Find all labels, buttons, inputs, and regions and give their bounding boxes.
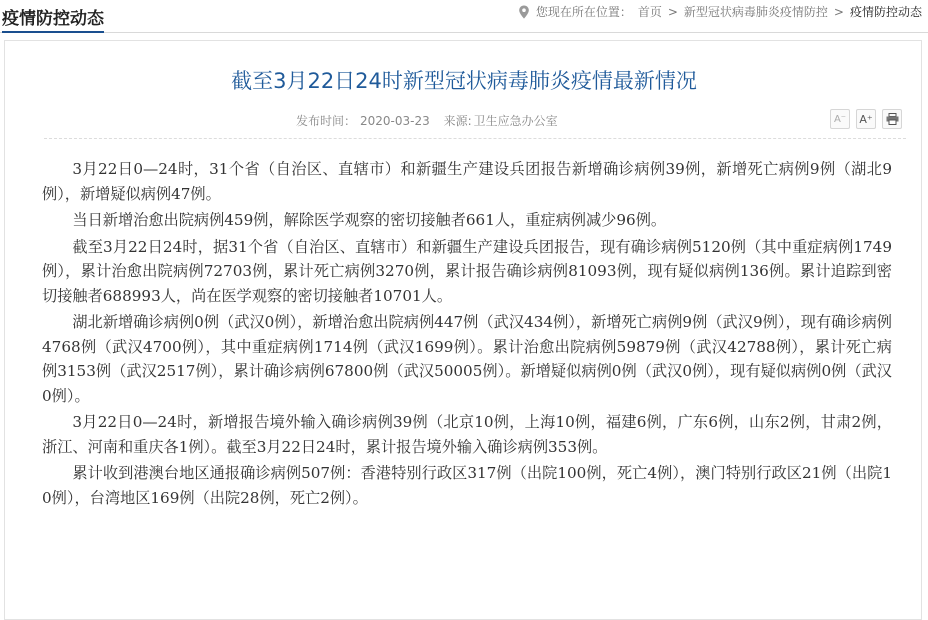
article-body — [42, 157, 892, 512]
article-tools — [830, 109, 902, 129]
publish-date-label: 发布时间： — [296, 114, 357, 128]
breadcrumb-prefix: 您现在所在位置： — [535, 5, 632, 19]
breadcrumb-home-link[interactable]: 首页 — [637, 5, 662, 19]
print-button[interactable] — [882, 109, 902, 129]
breadcrumb-epidemic-link[interactable]: 新型冠状病毒肺炎疫情防控 — [683, 5, 828, 19]
section-title: 疫情防控动态 — [2, 4, 104, 33]
breadcrumb-separator: > — [667, 4, 678, 19]
font-increase-button[interactable]: A⁺ — [856, 109, 876, 129]
article-paragraph: 累计收到港澳台地区通报确诊病例507例：香港特别行政区317例（出院100例，死亡4例），澳门特别行政区21例（出院10例），台湾地区169例（出院28例，死亡2例）。 — [42, 464, 892, 507]
meta-divider — [44, 138, 906, 139]
article-paragraph: 截至3月22日24时，据31个省（自治区、直辖市）和新疆生产建设兵团报告，现有确诊病例5120例（其中重症病例1749例），累计治愈出院病例72703例，累计死亡病例3270例，累计报告确诊病例81093例，现有疑似病例136例。累计追踪到密切接触者688993人，尚在医学观察的密切接触者10701人。 — [42, 237, 892, 305]
article-meta — [296, 112, 568, 129]
article-paragraph: 3月22日0—24时，新增报告境外输入确诊病例39例（北京10例，上海10例，福建6例，广东6例，山东2例，甘肃2例，浙江、河南和重庆各1例）。截至3月22日24时，累计报告境外输入确诊病例353例。 — [42, 413, 892, 456]
article-paragraph: 3月22日0—24时，31个省（自治区、直辖市）和新疆生产建设兵团报告新增确诊病例39例，新增死亡病例9例（湖北9例），新增疑似病例47例。 — [42, 160, 892, 203]
breadcrumb — [518, 3, 922, 20]
location-pin-icon — [518, 5, 530, 19]
breadcrumb-current: 疫情防控动态 — [849, 5, 922, 19]
source-label: 来源: — [443, 114, 472, 128]
article-title: 截至3月22日24时新型冠状病毒肺炎疫情最新情况 — [231, 69, 697, 93]
article-paragraph: 当日新增治愈出院病例459例，解除医学观察的密切接触者661人，重症病例减少96例。 — [72, 211, 667, 229]
publish-date: 2020-03-23 — [360, 114, 430, 128]
breadcrumb-separator: > — [833, 4, 844, 19]
font-decrease-button[interactable]: A⁻ — [830, 109, 850, 129]
top-bar — [0, 0, 928, 33]
source-name: 卫生应急办公室 — [473, 114, 558, 128]
article-paragraph: 湖北新增确诊病例0例（武汉0例），新增治愈出院病例447例（武汉434例），新增死亡病例9例（武汉9例），现有确诊病例4768例（武汉4700例），其中重症病例1714例（武汉1699例）。累计治愈出院病例59879例（武汉42788例），累计死亡病例3153例（武汉2517例），累计确诊病例67800例（武汉50005例）。新增疑似病例0例（武汉0例），现有疑似病例0例（武汉0例）。 — [42, 313, 892, 405]
print-icon — [886, 113, 899, 125]
